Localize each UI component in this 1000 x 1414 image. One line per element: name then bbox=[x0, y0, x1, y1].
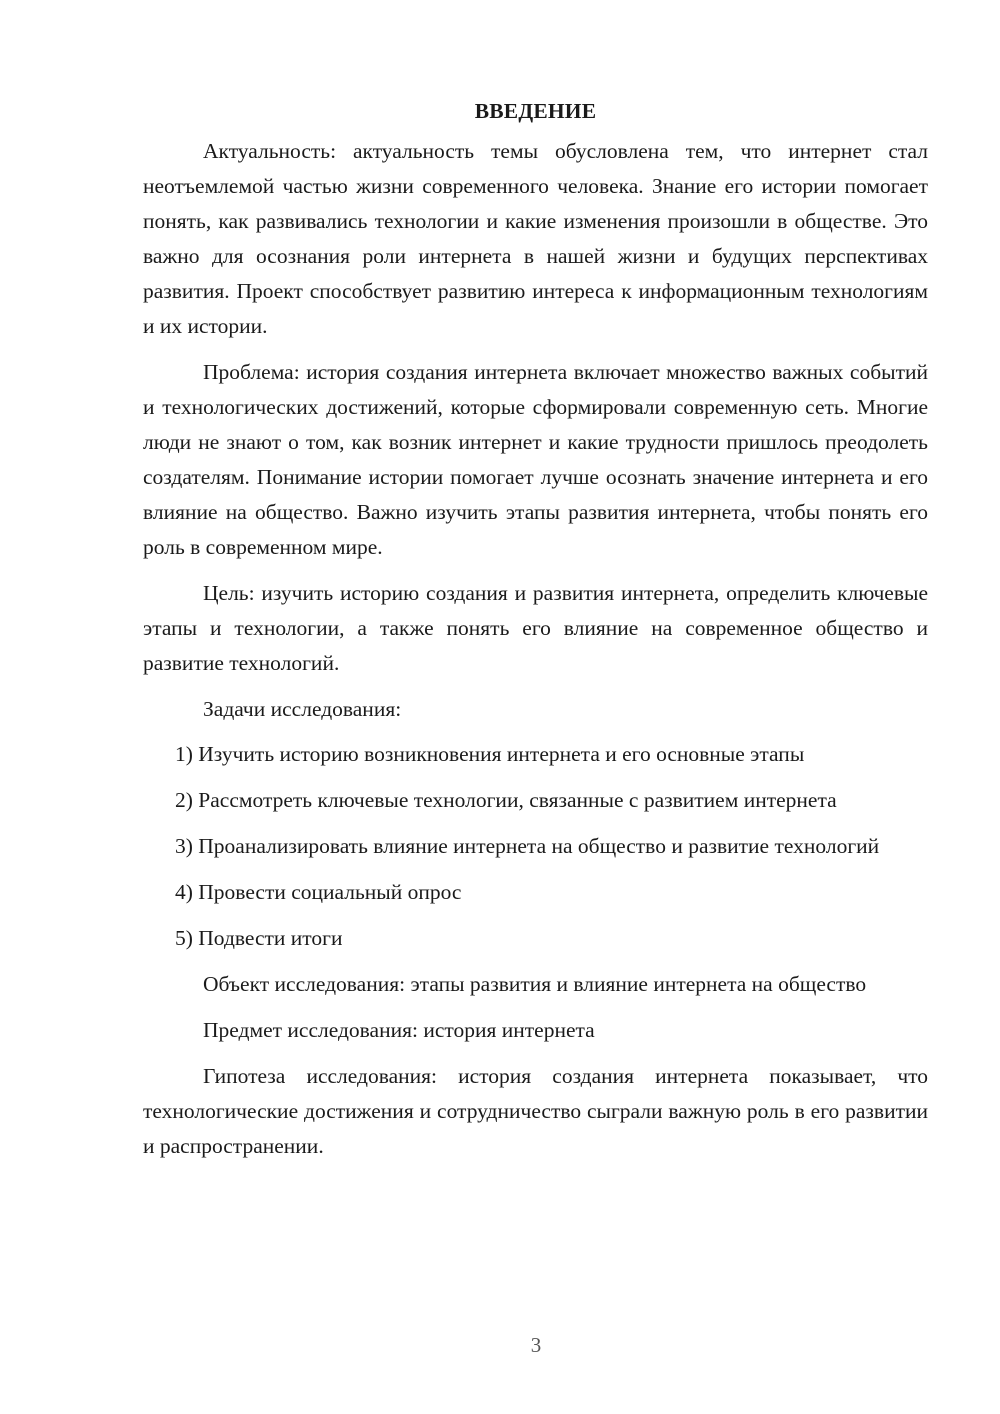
tasks-heading: Задачи исследования: bbox=[203, 697, 402, 721]
paragraph-problem: Проблема: история создания интернета включает множество важных событий и технологических достижений, которые сформировали современную сеть. Многие люди не знают о том, как возник интернет и какие трудности пришлось преодолеть создателям. Понимание истории помогает лучше осознать значение интернета и его влияние на общество. Важно изучить этапы развития интернета, чтобы понять его роль в современном мире. bbox=[143, 360, 928, 559]
paragraph-subject: Предмет исследования: история интернета bbox=[203, 1018, 595, 1042]
task-item-3: 3) Проанализировать влияние интернета на общество и развитие технологий bbox=[175, 834, 880, 858]
task-item-1: 1) Изучить историю возникновения интернета и его основные этапы bbox=[175, 742, 805, 766]
task-item-5: 5) Подвести итоги bbox=[175, 926, 343, 950]
page-content bbox=[143, 96, 928, 1164]
page-title: ВВЕДЕНИЕ bbox=[474, 99, 597, 123]
task-item-2: 2) Рассмотреть ключевые технологии, связанные с развитием интернета bbox=[175, 788, 837, 812]
page-number: 3 bbox=[530, 1333, 542, 1357]
paragraph-hypothesis: Гипотеза исследования: история создания интернета показывает, что технологические достижения и сотрудничество сыграли важную роль в его развитии и распространении. bbox=[143, 1064, 928, 1158]
task-item-4: 4) Провести социальный опрос bbox=[175, 880, 462, 904]
paragraph-relevance: Актуальность: актуальность темы обусловлена тем, что интернет стал неотъемлемой частью жизни современного человека. Знание его истории помогает понять, как развивались технологии и какие изменения произошли в обществе. Это важно для осознания роли интернета в нашей жизни и будущих перспективах развития. Проект способствует развитию интереса к информационным технологиям и их истории. bbox=[143, 139, 928, 338]
paragraph-object: Объект исследования: этапы развития и влияние интернета на общество bbox=[203, 972, 867, 996]
paragraph-goal: Цель: изучить историю создания и развития интернета, определить ключевые этапы и технологии, а также понять его влияние на современное общество и развитие технологий. bbox=[143, 581, 928, 675]
